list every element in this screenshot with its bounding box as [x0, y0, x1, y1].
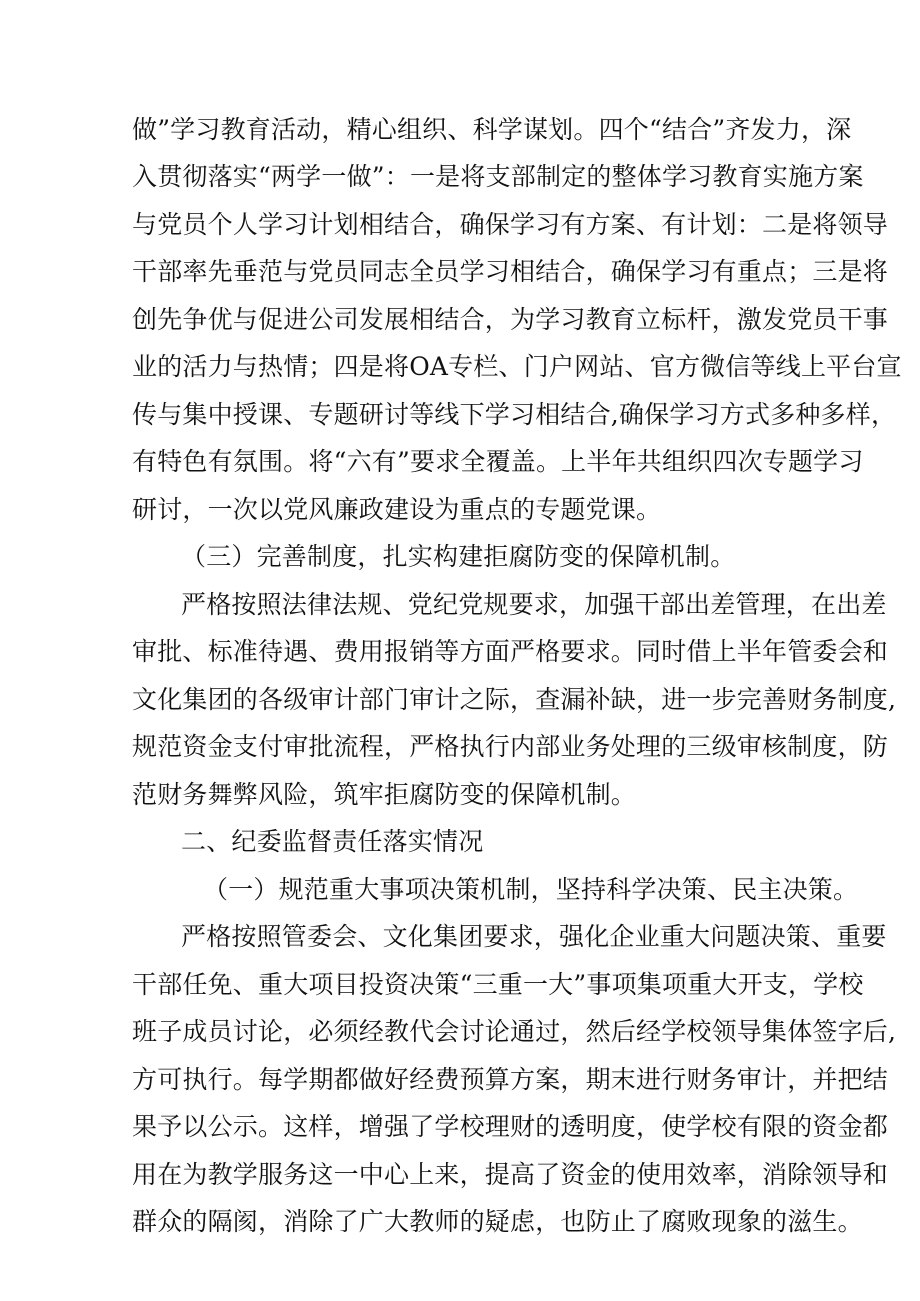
text-line: 有特色有氛围。将“六有”要求全覆盖。上半年共组织四次专题学习: [132, 447, 864, 476]
text-line: 方可执行。每学期都做好经费预算方案，期末进行财务审计，并把结: [132, 1065, 889, 1094]
text-line: 研讨，一次以党风廉政建设为重点的专题党课。: [132, 495, 662, 524]
text-line: 文化集团的各级审计部门审计之际，查漏补缺，进一步完善财务制度,: [132, 685, 897, 714]
chapter-heading: 二、纪委监督责任落实情况: [181, 827, 484, 856]
text-line: 用在为教学服务这一中心上来，提高了资金的使用效率，消除领导和: [132, 1160, 889, 1189]
text-line: 干部率先垂范与党员同志全员学习相结合，确保学习有重点；三是将: [132, 257, 889, 286]
text-line: 群众的隔阂，消除了广大教师的疑虑，也防止了腐败现象的滋生。: [132, 1207, 863, 1236]
text-line: 规范资金支付审批流程，严格执行内部业务处理的三级审核制度，防: [132, 732, 889, 761]
text-line: 范财务舞弊风险，筑牢拒腐防变的保障机制。: [132, 780, 637, 809]
text-line: 审批、标准待遇、费用报销等方面严格要求。同时借上半年管委会和: [132, 637, 889, 666]
text-line: 班子成员讨论，必须经教代会讨论通过，然后经学校领导集体签字后,: [132, 1017, 897, 1046]
section-heading: （三）完善制度，扎实构建拒腐防变的保障机制。: [181, 542, 736, 571]
text-line: 做”学习教育活动，精心组织、科学谋划。四个“结合”齐发力，深: [132, 115, 852, 144]
paragraph-first-line: 严格按照管委会、文化集团要求，强化企业重大问题决策、重要: [181, 922, 887, 951]
text-line: 干部任免、重大项目投资决策“三重一大”事项集项重大开支，学校: [132, 970, 864, 999]
paragraph-first-line: 严格按照法律法规、党纪党规要求，加强干部出差管理，在出差: [181, 590, 887, 619]
section-heading: （一）规范重大事项决策机制，坚持科学决策、民主决策。: [203, 875, 859, 904]
text-line: 创先争优与促进公司发展相结合，为学习教育立标杆，激发党员干事: [132, 305, 889, 334]
text-line: 传与集中授课、专题研讨等线下学习相结合,确保学习方式多种多样，: [132, 400, 897, 429]
text-line: 入贯彻落实“两学一做”：一是将支部制定的整体学习教育实施方案: [132, 162, 864, 191]
text-line: 果予以公示。这样，增强了学校理财的透明度，使学校有限的资金都: [132, 1112, 889, 1141]
text-line: 与党员个人学习计划相结合，确保学习有方案、有计划：二是将领导: [132, 210, 889, 239]
text-line: 业的活力与热情；四是将OA专栏、门户网站、官方微信等线上平台宣: [132, 352, 902, 381]
